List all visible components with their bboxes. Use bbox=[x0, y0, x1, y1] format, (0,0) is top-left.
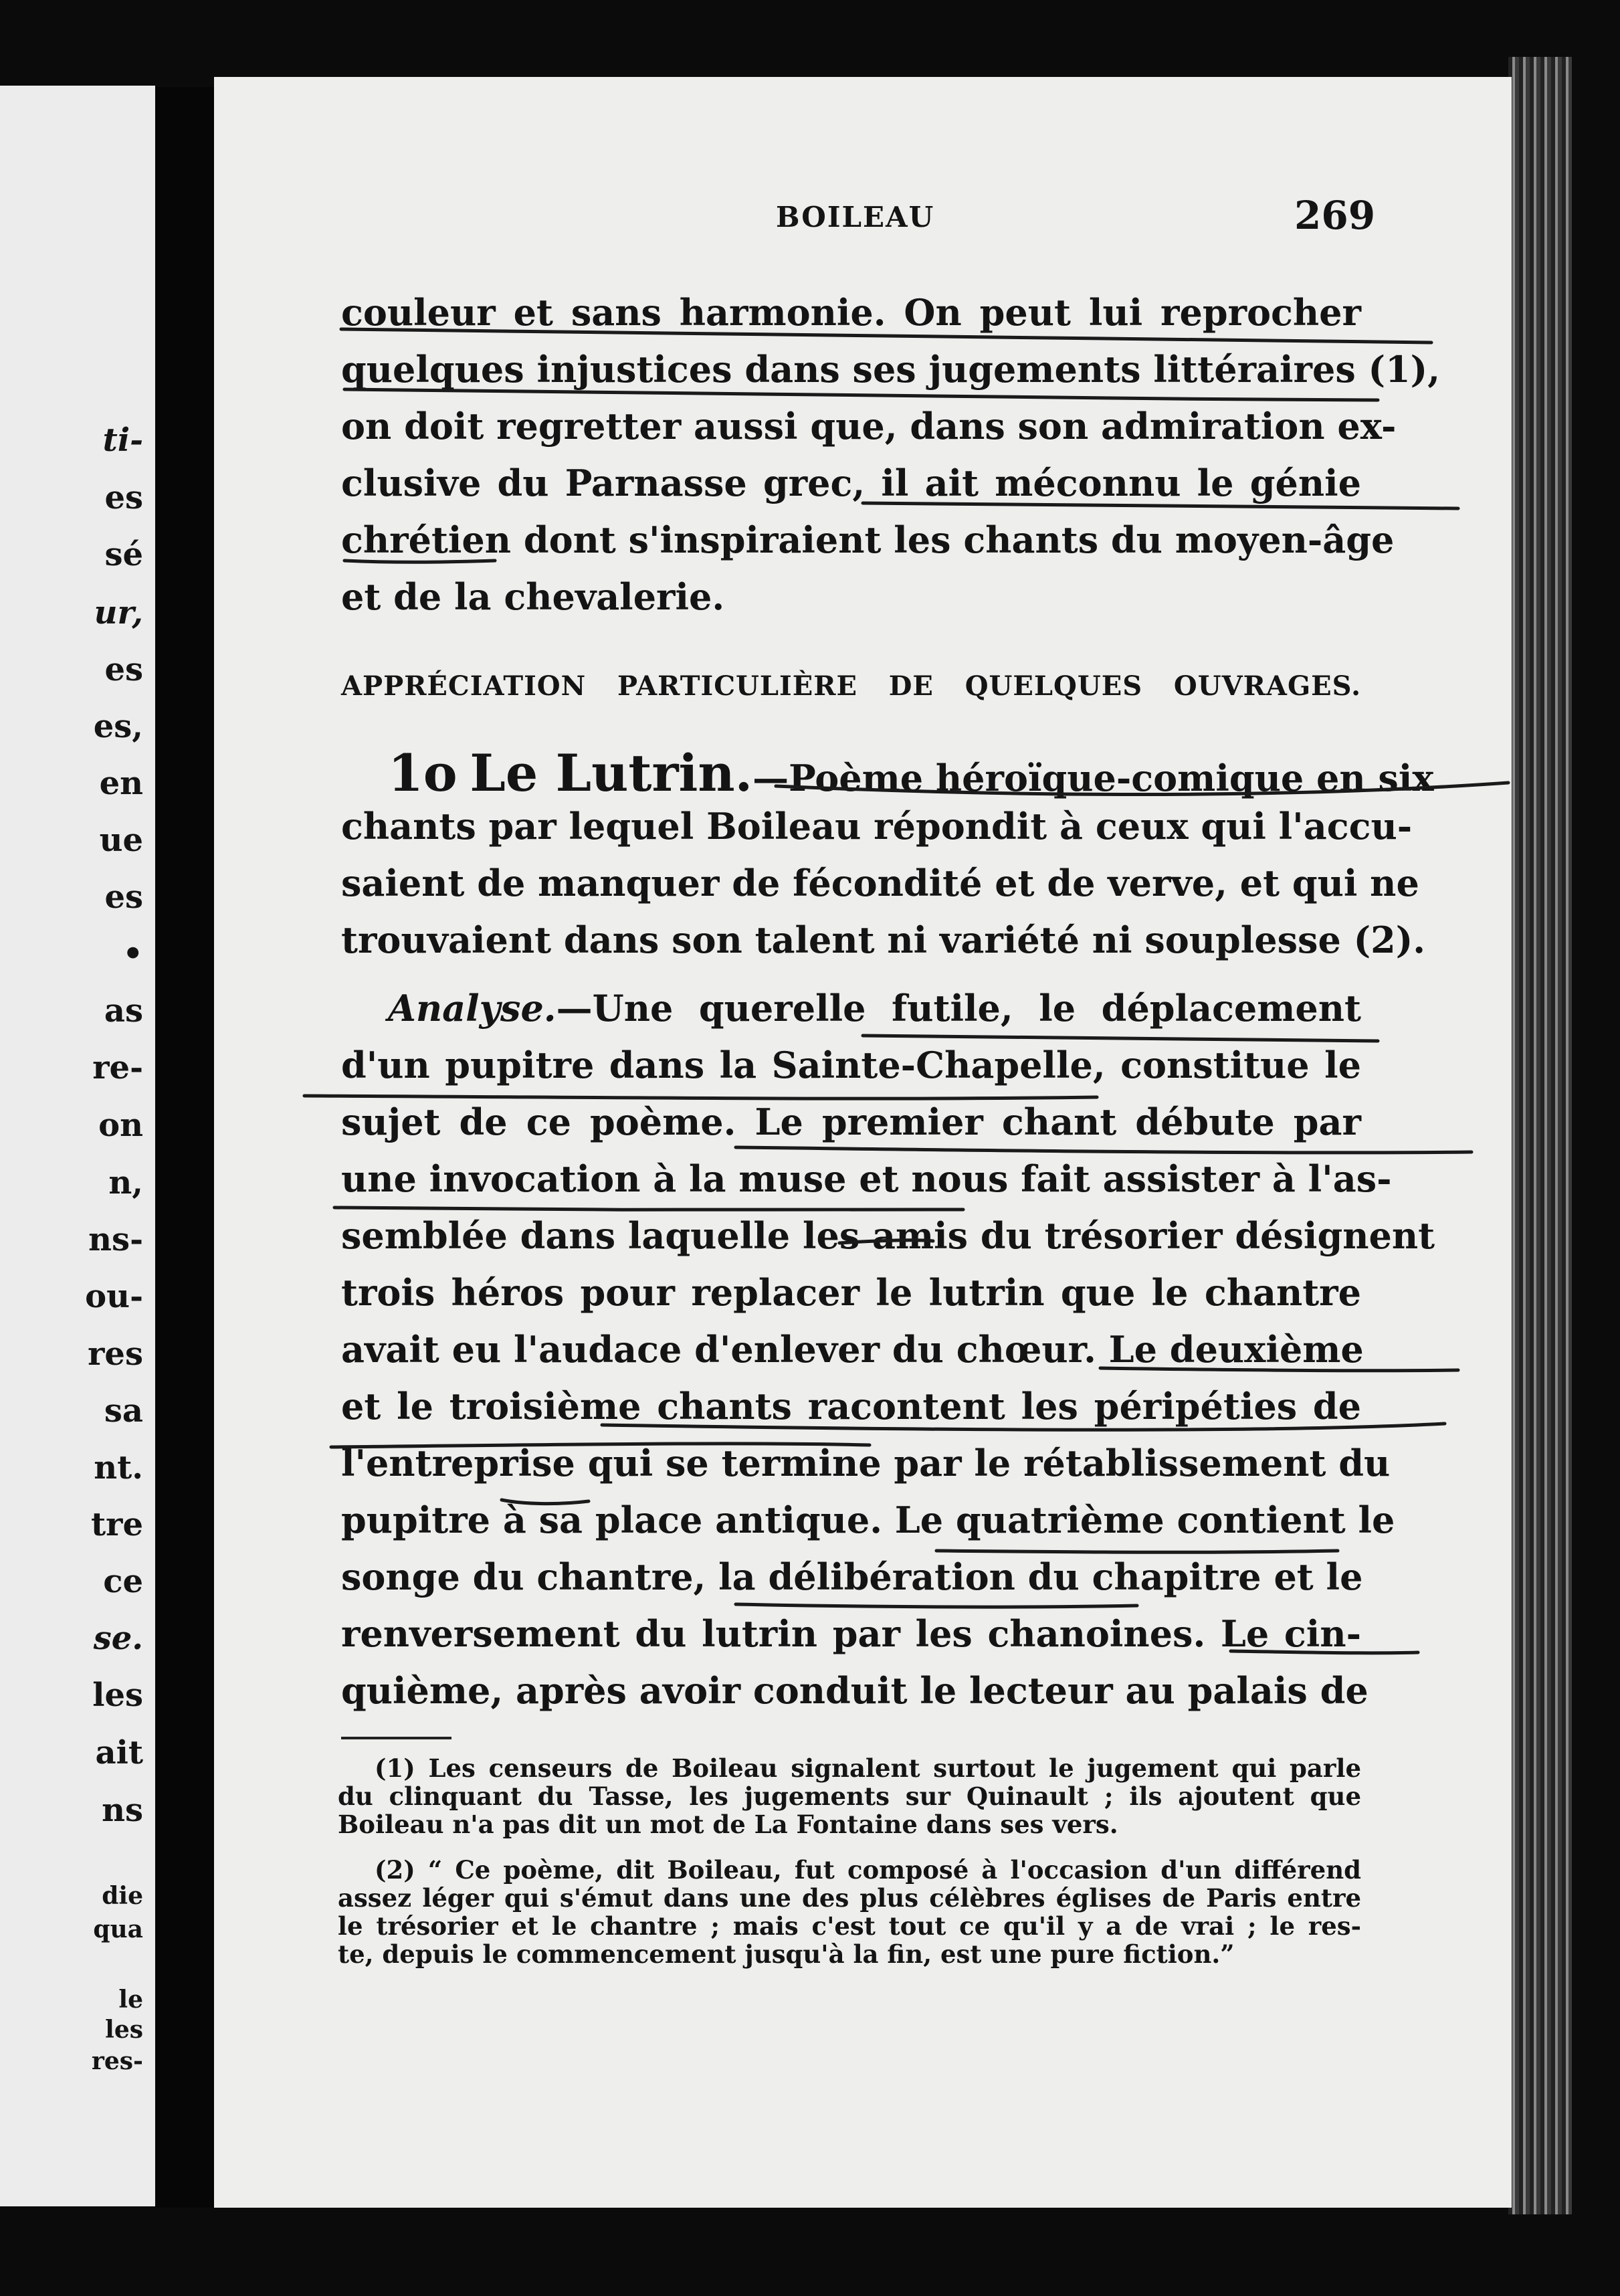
page-edges bbox=[1508, 57, 1572, 2214]
body-line: d'un pupitre dans la Sainte-Chapelle, constitue le bbox=[341, 1044, 1361, 1086]
left-page-fragment: es bbox=[104, 651, 143, 688]
body-line: une invocation à la muse et nous fait assister à l'as- bbox=[341, 1157, 1392, 1200]
left-page-fragment: ue bbox=[99, 822, 143, 859]
analysis-label: Analyse. bbox=[388, 987, 556, 1030]
left-page-fragment: n, bbox=[108, 1164, 143, 1202]
footnote-line: assez léger qui s'émut dans une des plus célèbres églises de Paris entre bbox=[338, 1883, 1361, 1913]
left-neighbor-page bbox=[0, 86, 155, 2206]
body-line: trouvaient dans son talent ni variété ni souplesse (2). bbox=[341, 919, 1426, 961]
subsection-text: —Poème héroïque-comique en six bbox=[752, 757, 1434, 799]
left-page-fragment: es, bbox=[93, 708, 143, 745]
page-number: 269 bbox=[1294, 193, 1376, 238]
footnote-line: le trésorier et le chantre ; mais c'est tout ce qu'il y a de vrai ; le res- bbox=[338, 1911, 1361, 1941]
left-page-fragment: ou- bbox=[85, 1278, 143, 1315]
body-line: quième, après avoir conduit le lecteur au palais de bbox=[341, 1669, 1369, 1712]
body-line: quelques injustices dans ses jugements littéraires (1), bbox=[341, 348, 1441, 391]
left-page-fragment: ti- bbox=[102, 421, 143, 459]
body-line: on doit regretter aussi que, dans son admiration ex- bbox=[341, 405, 1397, 448]
body-line: couleur et sans harmonie. On peut lui reprocher bbox=[341, 291, 1361, 334]
body-line: avait eu l'audace d'enlever du chœur. Le deuxième bbox=[341, 1328, 1364, 1371]
body-line: renversement du lutrin par les chanoines. Le cin- bbox=[341, 1612, 1361, 1655]
body-line: semblée dans laquelle les amis du trésorier désignent bbox=[341, 1214, 1435, 1257]
left-page-fragment: sa bbox=[104, 1392, 143, 1430]
left-page-fragment: les bbox=[92, 1677, 143, 1714]
body-line: et le troisième chants racontent les péripéties de bbox=[341, 1385, 1361, 1428]
left-page-fragment: as bbox=[104, 992, 143, 1030]
body-line: pupitre à sa place antique. Le quatrième contient le bbox=[341, 1499, 1395, 1541]
body-line: l'entreprise qui se termine par le rétablissement du bbox=[341, 1442, 1391, 1485]
section-heading: APPRÉCIATION PARTICULIÈRE DE QUELQUES OUVRAGES. bbox=[341, 670, 1361, 702]
body-line: et de la chevalerie. bbox=[341, 575, 725, 618]
left-page-fragment: die bbox=[102, 1882, 143, 1910]
left-page-fragment: ns- bbox=[88, 1221, 143, 1258]
left-page-fragment: sé bbox=[104, 536, 143, 573]
left-page-fragment: nt. bbox=[94, 1449, 143, 1487]
book-gutter bbox=[155, 87, 219, 2208]
body-line: songe du chantre, la délibération du chapitre et le bbox=[341, 1555, 1363, 1598]
footnote-line: Boileau n'a pas dit un mot de La Fontaine dans ses vers. bbox=[338, 1810, 1118, 1839]
left-page-fragment: es bbox=[104, 479, 143, 516]
left-page-fragment: ns bbox=[102, 1792, 143, 1829]
left-page-fragment: en bbox=[99, 765, 143, 802]
footnote-rule bbox=[341, 1737, 451, 1739]
left-page-fragment: ce bbox=[103, 1563, 143, 1600]
running-head: BOILEAU bbox=[776, 201, 935, 233]
body-line: sujet de ce poème. Le premier chant débute par bbox=[341, 1101, 1361, 1143]
body-line: chrétien dont s'inspiraient les chants du moyen-âge bbox=[341, 518, 1395, 561]
left-page-fragment: qua bbox=[93, 1915, 143, 1943]
left-page-fragment: tre bbox=[91, 1506, 143, 1543]
left-page-fragment: les bbox=[105, 2016, 143, 2044]
footnote-line: te, depuis le commencement jusqu'à la fin, est une pure fiction.” bbox=[338, 1939, 1235, 1969]
body-line: clusive du Parnasse grec, il ait méconnu le génie bbox=[341, 462, 1361, 504]
left-page-fragment: es bbox=[104, 878, 143, 916]
body-line: trois héros pour replacer le lutrin que le chantre bbox=[341, 1271, 1361, 1314]
left-page-fragment: le bbox=[118, 1986, 143, 2014]
left-page-fragment: re- bbox=[92, 1049, 143, 1086]
body-line: chants par lequel Boileau répondit à ceux qui l'accu- bbox=[341, 805, 1413, 848]
subsection-number: 1o bbox=[388, 743, 458, 803]
footnote-line: (2) “ Ce poème, dit Boileau, fut composé à l'occasion d'un différend bbox=[375, 1855, 1361, 1885]
left-page-fragment: on bbox=[98, 1107, 143, 1144]
left-page-fragment: res- bbox=[91, 2047, 143, 2075]
left-page-fragment: ur, bbox=[94, 594, 143, 632]
body-line: saient de manquer de fécondité et de verve, et qui ne bbox=[341, 862, 1419, 904]
left-page-fragment: • bbox=[122, 935, 143, 973]
subsection-title: Le Lutrin. bbox=[470, 743, 753, 803]
analysis-text: —Une querelle futile, le déplacement bbox=[556, 987, 1361, 1030]
footnote-line: du clinquant du Tasse, les jugements sur Quinault ; ils ajoutent que bbox=[338, 1782, 1361, 1811]
left-page-fragment: res bbox=[88, 1335, 143, 1373]
left-page-fragment: ait bbox=[95, 1734, 143, 1772]
footnote-line: (1) Les censeurs de Boileau signalent surtout le jugement qui parle bbox=[375, 1753, 1361, 1783]
left-page-fragment: se. bbox=[93, 1620, 143, 1657]
subsection-title-line bbox=[388, 743, 1434, 803]
analysis-first-line bbox=[388, 987, 1361, 1030]
